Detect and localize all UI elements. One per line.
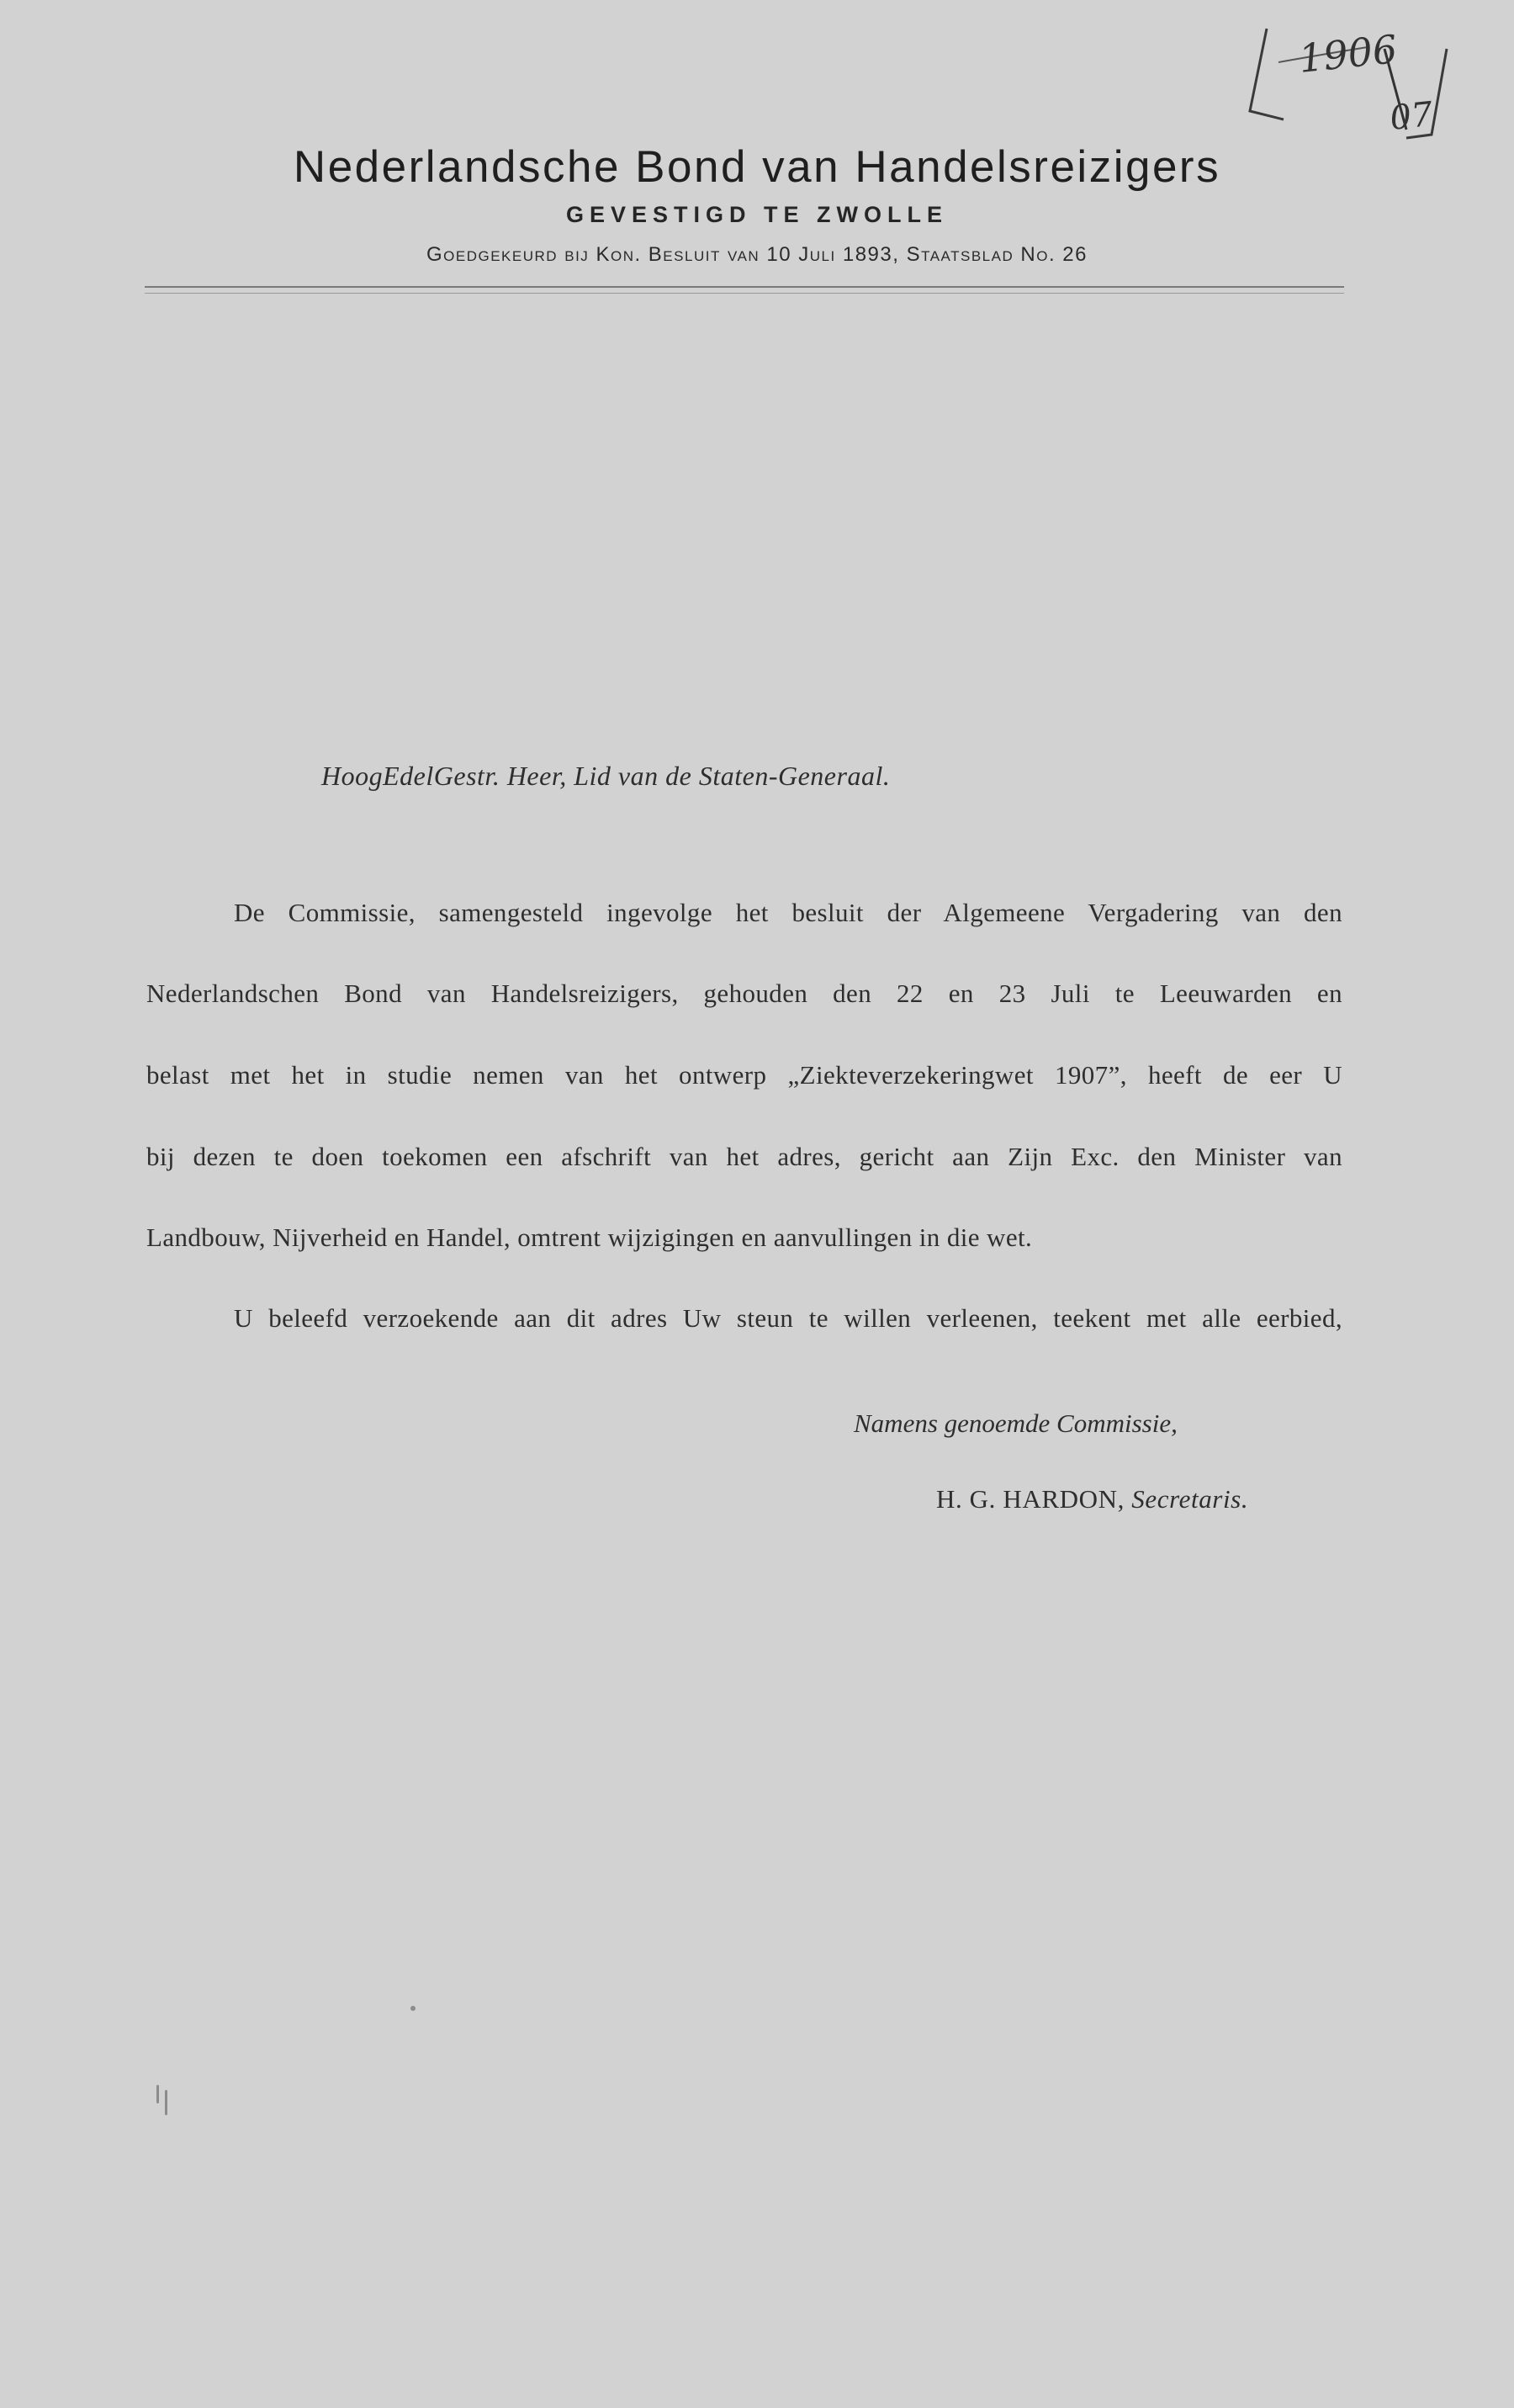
organization-name: Nederlandsche Bond van Handelsreizigers xyxy=(293,142,1221,192)
handwritten-archive-mark xyxy=(1241,12,1460,146)
body-line: belast met het in studie nemen van het ontwerp „Ziekteverzekeringwet 1907”, heeft de eer U xyxy=(146,1060,1342,1090)
signature-line xyxy=(936,1484,1248,1514)
body-line: U beleefd verzoekende aan dit adres Uw steun te willen verleenen, teekent met alle eerbied, xyxy=(234,1303,1342,1333)
body-line: De Commissie, samengesteld ingevolge het besluit der Algemeene Vergadering van den xyxy=(234,898,1342,927)
body-line: Landbouw, Nijverheid en Handel, omtrent wijzigingen en aanvullingen in die wet. xyxy=(146,1223,1033,1252)
body-line: Nederlandschen Bond van Handelsreizigers, gehouden den 22 en 23 Juli te Leeuwarden en xyxy=(146,979,1342,1008)
paper-speck xyxy=(165,2090,167,2115)
organization-seat: GEVESTIGD TE ZWOLLE xyxy=(565,202,948,227)
signatory-name: H. G. HARDON, xyxy=(936,1484,1125,1514)
archive-mark-number-bottom: 07 xyxy=(1388,94,1435,138)
salutation: HoogEdelGestr. Heer, Lid van de Staten-Generaal. xyxy=(321,761,891,791)
signatory-role: Secretaris. xyxy=(1131,1484,1249,1514)
paper-speck xyxy=(410,2006,416,2011)
paper-speck xyxy=(156,2085,159,2103)
signature-committee: Namens genoemde Commissie, xyxy=(854,1408,1178,1438)
royal-approval-line: Goedgekeurd bij Kon. Besluit van 10 Juli 1893, Staatsblad No. 26 xyxy=(426,243,1088,266)
archive-mark-number-top: 1906 xyxy=(1296,25,1400,82)
header-divider xyxy=(145,286,1344,294)
body-line: bij dezen te doen toekomen een afschrift van het adres, gericht aan Zijn Exc. den Minister van xyxy=(146,1142,1342,1171)
